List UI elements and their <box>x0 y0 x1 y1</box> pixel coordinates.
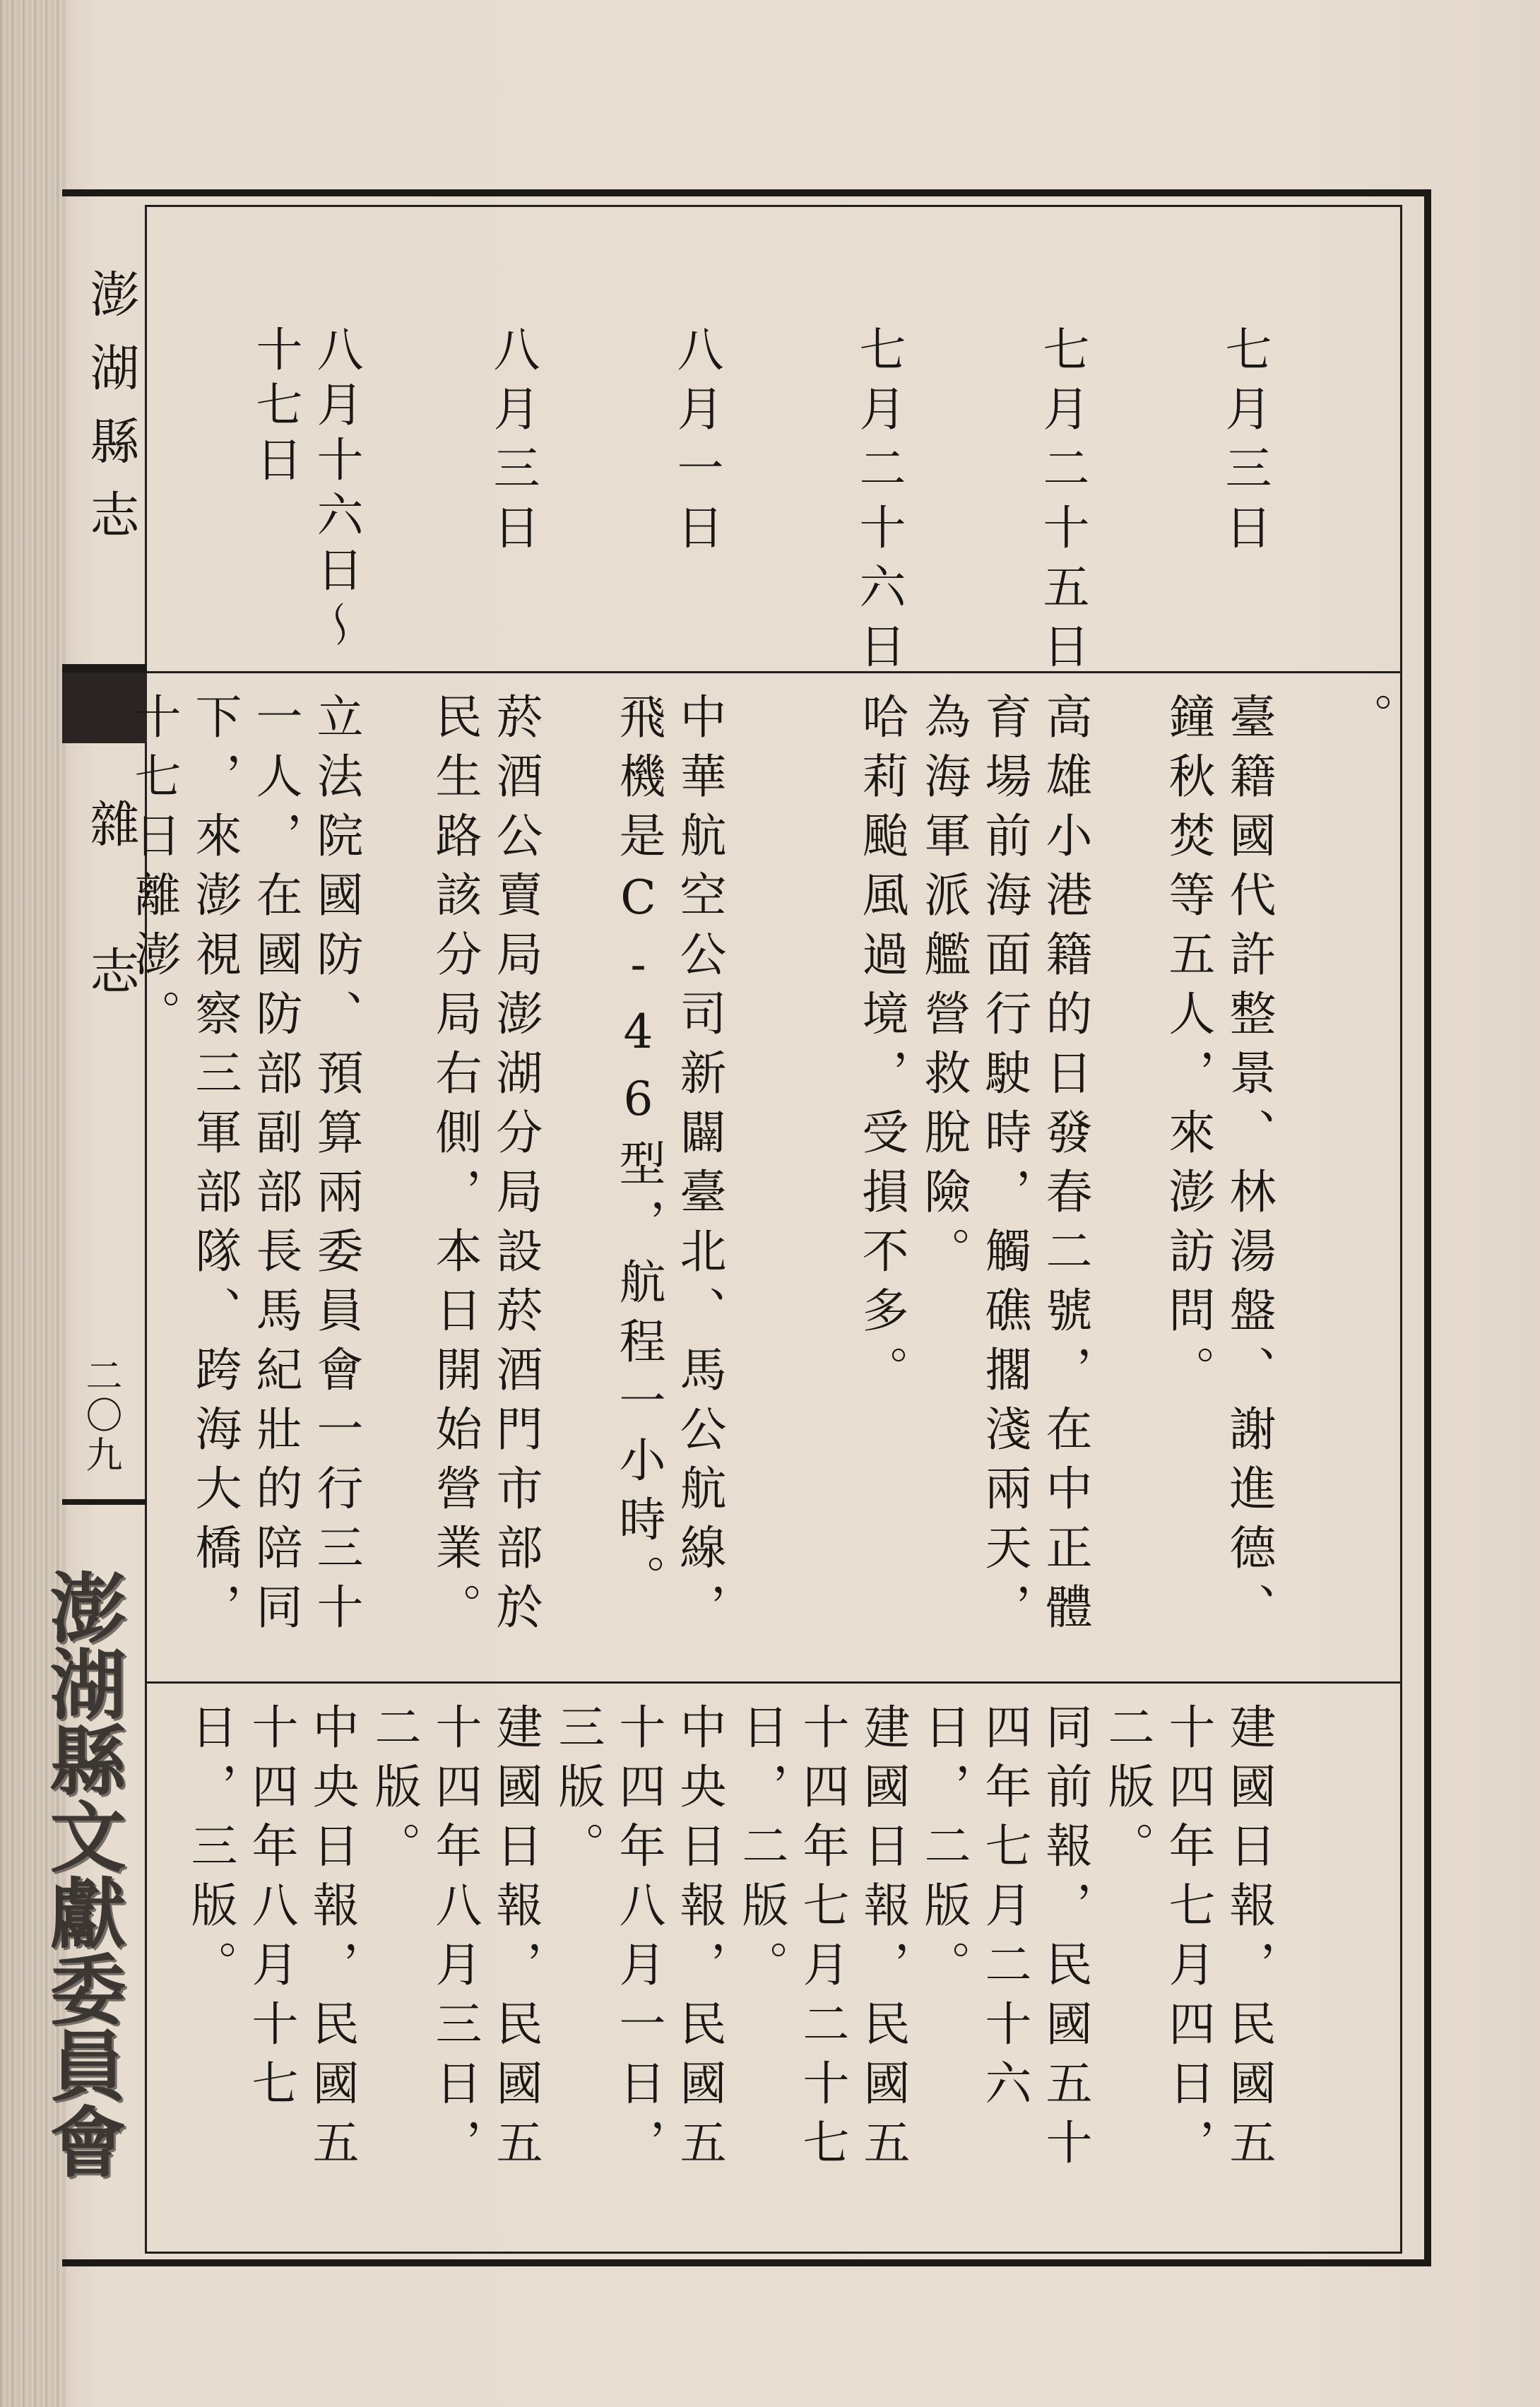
margin-rule-top <box>62 664 147 673</box>
event-continuation: 。 <box>1339 692 1393 752</box>
date-entry: 七月二十六日 <box>851 325 906 681</box>
book-title: 澎湖縣志 <box>82 268 140 562</box>
source-citation: 中央日報，民國五十四年八月十七日，三版。 <box>183 1703 359 2177</box>
source-citation: 同前報，民國五十四年七月二十六日，二版。 <box>916 1703 1092 2177</box>
divider-dates-events <box>145 671 1402 673</box>
source-citation: 建國日報，民國五十四年七月四日，二版。 <box>1100 1703 1276 2177</box>
margin-rule-bottom <box>62 1499 147 1505</box>
date-entry: 七月二十五日 <box>1035 325 1089 681</box>
event-text: 哈莉颱風過境，受損不多。 <box>854 692 908 1404</box>
event-text: 臺籍國代許整景、林湯盤、謝進德、鐘秋焚等五人，來澎訪問。 <box>1161 692 1276 1642</box>
source-citation: 中央日報，民國五十四年八月一日，三版。 <box>550 1703 726 2177</box>
event-text: 立法院國防、預算兩委員會一行三十一人，在國防部副部長馬紀壯的陪同下，來澎視察三軍部隊、跨海大橋，十七日離澎。 <box>126 692 363 1642</box>
page-number: 二〇九 <box>79 1356 122 1475</box>
date-entry: 八月三日 <box>485 325 540 562</box>
date-entry: 八月一日 <box>669 325 723 562</box>
section-title: 雜 志 <box>82 798 140 1019</box>
event-text: 高雄小港籍的日發春二號，在中正體育場前海面行駛時，觸礁擱淺兩天，為海軍派艦營救脫險。 <box>916 692 1092 1642</box>
event-text: 菸酒公賣局澎湖分局設菸酒門市部於民生路該分局右側，本日開始營業。 <box>427 692 543 1642</box>
source-citation: 建國日報，民國五十四年七月二十七日，二版。 <box>734 1703 910 2177</box>
divider-events-sources <box>145 1681 1402 1684</box>
event-text: 中華航空公司新闢臺北、馬公航線，飛機是C-46型，航程一小時。 <box>611 692 726 1642</box>
source-citation: 建國日報，民國五十四年八月三日，二版。 <box>367 1703 543 2177</box>
library-stamp: 澎湖縣文獻委員會 <box>37 1568 126 2179</box>
date-entry: 八月十六日～十七日 <box>248 325 363 656</box>
date-entry: 七月三日 <box>1217 325 1272 562</box>
